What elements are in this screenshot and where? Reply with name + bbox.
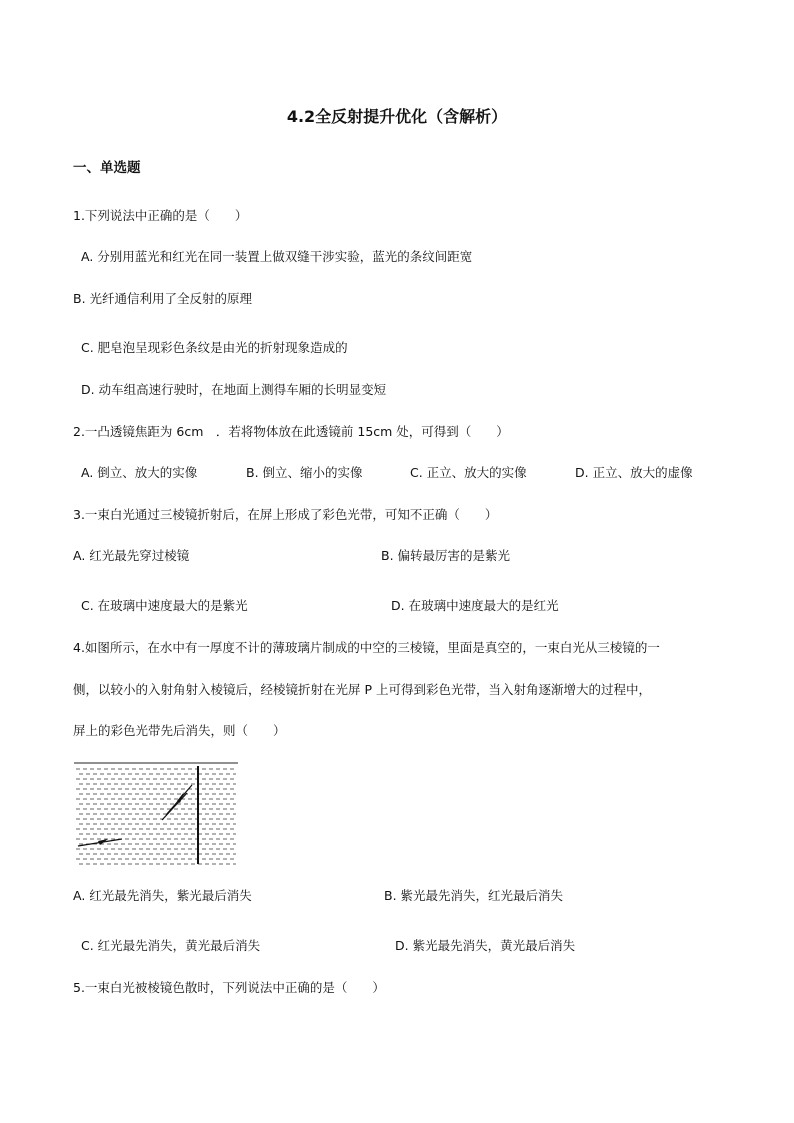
question-4-option-a: A. 红光最先消失，紫光最后消失 — [73, 888, 252, 903]
question-3-option-c: C. 在玻璃中速度最大的是紫光 — [81, 598, 248, 613]
water-pattern — [76, 769, 236, 864]
question-2-option-b: B. 倒立、缩小的实像 — [246, 465, 363, 480]
question-1-option-d: D. 动车组高速行驶时，在地面上测得车厢的长明显变短 — [81, 382, 387, 397]
question-3-option-d: D. 在玻璃中速度最大的是红光 — [391, 598, 559, 613]
question-2-stem: 2.一凸透镜焦距为 6cm ．若将物体放在此透镜前 15cm 处，可得到（ ） — [73, 424, 509, 439]
question-4-figure — [74, 760, 240, 870]
question-3-stem: 3.一束白光通过三棱镜折射后，在屏上形成了彩色光带，可知不正确（ ） — [73, 507, 498, 522]
question-4-stem-line-1: 4.如图所示，在水中有一厚度不计的薄玻璃片制成的中空的三棱镜，里面是真空的，一束白光从三棱镜的一 — [73, 640, 660, 655]
question-5-stem: 5.一束白光被棱镜色散时，下列说法中正确的是（ ） — [73, 980, 385, 995]
question-4-stem-line-2: 侧，以较小的入射角射入棱镜后，经棱镜折射在光屏 P 上可得到彩色光带，当入射角逐渐增大的过程中， — [73, 682, 651, 697]
question-4-option-b: B. 紫光最先消失，红光最后消失 — [384, 888, 564, 903]
section-heading: 一、单选题 — [73, 160, 141, 176]
question-2-option-a: A. 倒立、放大的实像 — [81, 465, 198, 480]
question-1-option-b: B. 光纤通信利用了全反射的原理 — [73, 291, 253, 306]
question-2-option-c: C. 正立、放大的实像 — [410, 465, 527, 480]
question-2-option-d: D. 正立、放大的虚像 — [575, 465, 693, 480]
question-1-option-a: A. 分别用蓝光和红光在同一装置上做双缝干涉实验，蓝光的条纹间距宽 — [81, 249, 473, 264]
question-4-option-d: D. 紫光最先消失，黄光最后消失 — [395, 938, 576, 953]
question-3-option-b: B. 偏转最厉害的是紫光 — [381, 548, 511, 563]
question-1-option-c: C. 肥皂泡呈现彩色条纹是由光的折射现象造成的 — [81, 340, 348, 355]
question-1-stem: 1.下列说法中正确的是（ ） — [73, 208, 248, 223]
question-4-stem-line-3: 屏上的彩色光带先后消失，则（ ） — [73, 723, 286, 738]
light-ray-lower — [162, 793, 187, 820]
page-title: 4.2全反射提升优化（含解析） — [286, 107, 508, 126]
question-3-option-a: A. 红光最先穿过棱镜 — [73, 548, 190, 563]
question-4-option-c: C. 红光最先消失，黄光最后消失 — [81, 938, 261, 953]
